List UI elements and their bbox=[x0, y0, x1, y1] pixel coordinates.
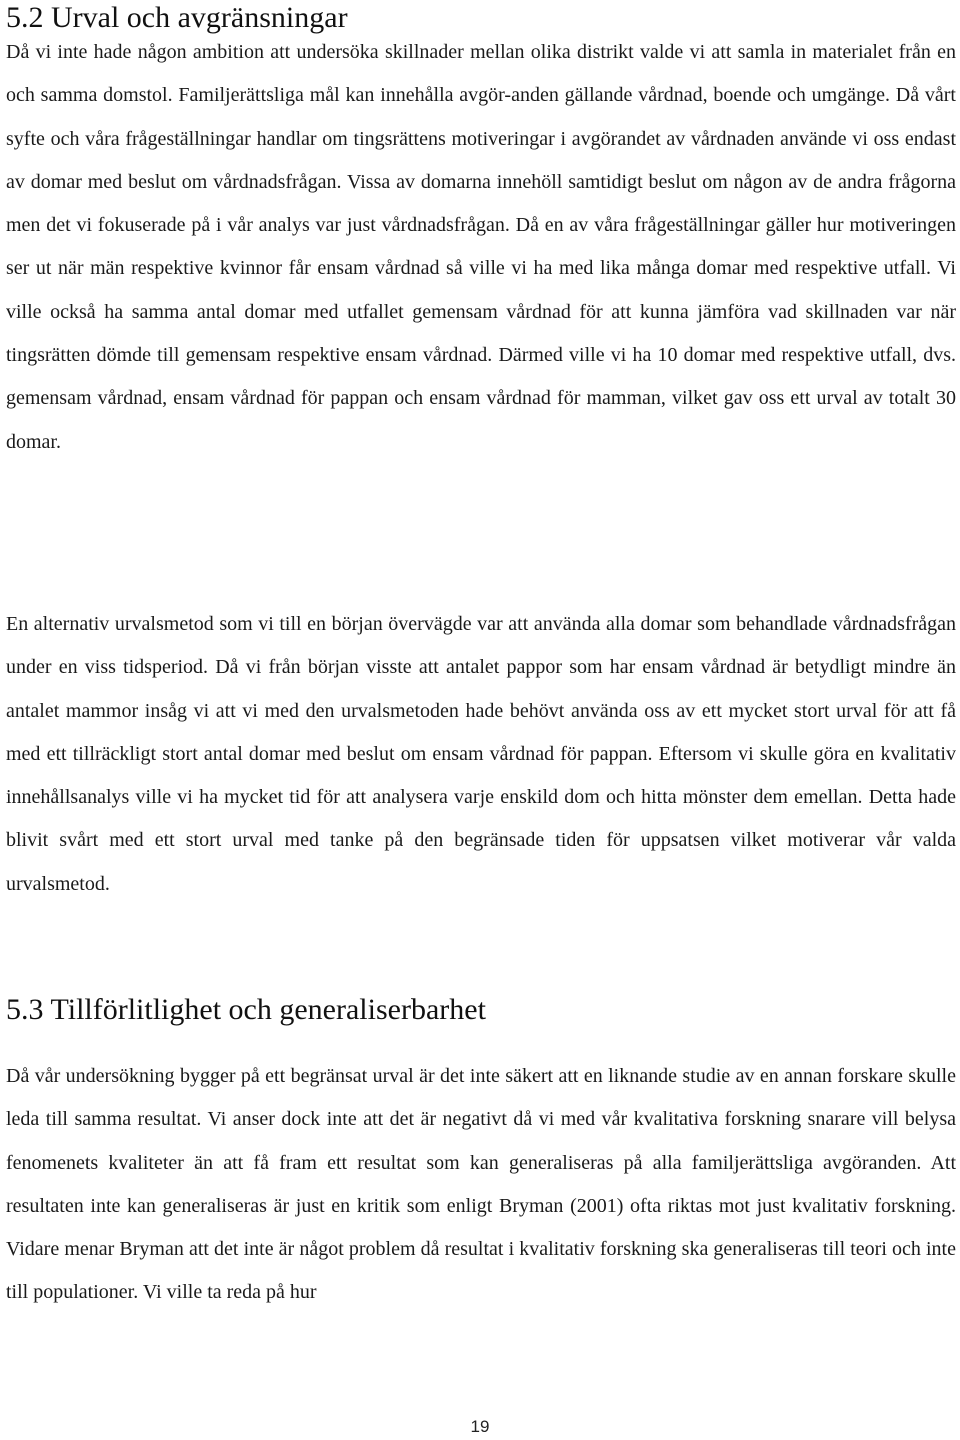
section-heading-urval: 5.2 Urval och avgränsningar bbox=[6, 1, 348, 34]
page-number: 19 bbox=[470, 1417, 490, 1436]
section-heading-tillforlitlighet: 5.3 Tillförlitlighet och generaliserbarhet bbox=[6, 993, 486, 1026]
paragraph-tillforlitlighet-1: Då vår undersökning bygger på ett begränsat urval är det inte säkert att en liknande studie av en annan forskare skulle leda till samma resultat. Vi anser dock inte att det är negativt då vi med vår kvalitativa forskning snarare vill belysa fenomenets kvaliteter än att få fram ett resultat som kan generaliseras på alla familjerättsliga avgöranden. Att resultaten inte kan generaliseras är just en kritik som enligt Bryman (2001) ofta riktas mot just kvalitativ forskning. Vidare menar Bryman att det inte är något problem då resultat i kvalitativ forskning ska generaliseras till teori och inte till populationer. Vi ville ta reda på hur bbox=[6, 1065, 956, 1304]
paragraph-urval-2: En alternativ urvalsmetod som vi till en början övervägde var att använda alla domar som behandlade vårdnadsfrågan under en viss tidsperiod. Då vi från början visste att antalet pappor som har ensam vårdnad är betydligt mindre än antalet mammor insåg vi att vi med den urvalsmetoden hade behövt använda oss av ett mycket stort urval för att få med ett tillräckligt stort antal domar med beslut om ensam vårdnad för pappan. Eftersom vi skulle göra en kvalitativ innehållsanalys ville vi ha mycket tid för att analysera varje enskild dom och hitta mönster dem emellan. Detta hade blivit svårt med ett stort urval med tanke på den begränsade tiden för uppsatsen vilket motiverar vår valda urvalsmetod. bbox=[6, 613, 956, 895]
paragraph-urval-1: Då vi inte hade någon ambition att undersöka skillnader mellan olika distrikt valde vi att samla in materialet från en och samma domstol. Familjerättsliga mål kan innehålla avgör-anden gällande vårdnad, boende och umgänge. Då vårt syfte och våra frågeställningar handlar om tingsrättens motiveringar i avgörandet av vårdnaden använde vi oss endast av domar med beslut om vårdnadsfrågan. Vissa av domarna innehöll samtidigt beslut om någon av de andra frågorna men det vi fokuserade på i vår analys var just vårdnadsfrågan. Då en av våra frågeställningar gäller hur motiveringen ser ut när män respektive kvinnor får ensam vårdnad så ville vi ha med lika många domar med respektive utfall. Vi ville också ha samma antal domar med utfallet gemensam vårdnad för att kunna jämföra vad skillnaden var när tingsrätten dömde till gemensam respektive ensam vårdnad. Därmed ville vi ha 10 domar med respektive utfall, dvs. gemensam vårdnad, ensam vårdnad för pappan och ensam vårdnad för mamman, vilket gav oss ett urval av totalt 30 domar. bbox=[6, 41, 956, 453]
